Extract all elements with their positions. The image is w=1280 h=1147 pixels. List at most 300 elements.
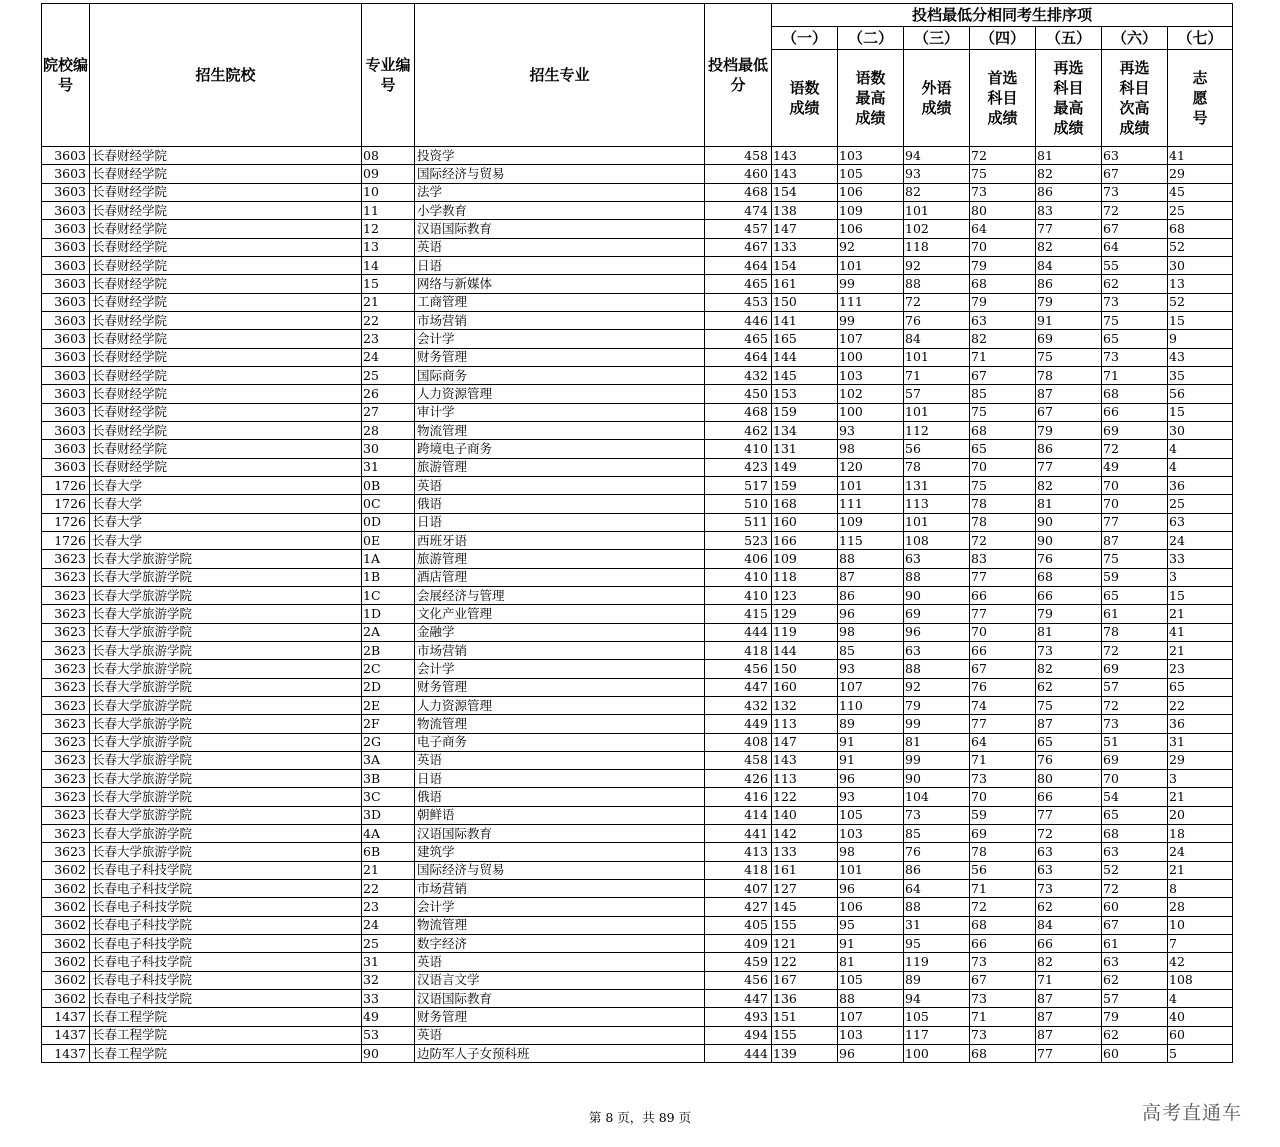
cell-foreign-lang: 94 [904, 990, 970, 1008]
cell-chinese-math-max: 87 [838, 568, 904, 586]
cell-foreign-lang: 96 [904, 623, 970, 641]
table-row [42, 733, 1233, 751]
cell-chinese-math-max: 88 [838, 550, 904, 568]
cell-choice-no: 18 [1168, 825, 1233, 843]
cell-min-score: 510 [705, 495, 772, 513]
cell-chinese-math-max: 92 [838, 238, 904, 256]
table-row [42, 183, 1233, 201]
table-row [42, 348, 1233, 366]
cell-school-code: 1437 [42, 1008, 90, 1026]
cell-major-name: 汉语言文学 [415, 971, 705, 989]
cell-school-name: 长春电子科技学院 [90, 953, 362, 971]
cell-choice-no: 5 [1168, 1045, 1233, 1063]
cell-second-subject-next: 64 [1102, 238, 1168, 256]
cell-major-code: 3A [362, 751, 415, 769]
cell-first-subject: 64 [970, 733, 1036, 751]
cell-first-subject: 78 [970, 843, 1036, 861]
cell-chinese-math: 138 [772, 201, 838, 219]
cell-second-subject-max: 62 [1036, 898, 1102, 916]
cell-min-score: 453 [705, 293, 772, 311]
cell-chinese-math-max: 101 [838, 256, 904, 274]
cell-second-subject-max: 77 [1036, 806, 1102, 824]
cell-first-subject: 68 [970, 1045, 1036, 1063]
cell-major-name: 旅游管理 [415, 458, 705, 476]
cell-chinese-math-max: 107 [838, 678, 904, 696]
header-school-code: 院校编号 [42, 4, 90, 147]
table-row [42, 201, 1233, 219]
cell-chinese-math-max: 100 [838, 403, 904, 421]
cell-foreign-lang: 78 [904, 458, 970, 476]
cell-first-subject: 71 [970, 751, 1036, 769]
cell-choice-no: 9 [1168, 330, 1233, 348]
cell-chinese-math-max: 81 [838, 953, 904, 971]
cell-second-subject-next: 60 [1102, 1045, 1168, 1063]
cell-foreign-lang: 104 [904, 788, 970, 806]
cell-choice-no: 60 [1168, 1026, 1233, 1044]
cell-second-subject-next: 73 [1102, 348, 1168, 366]
cell-school-name: 长春财经学院 [90, 403, 362, 421]
cell-major-code: 09 [362, 165, 415, 183]
cell-school-name: 长春电子科技学院 [90, 935, 362, 953]
cell-second-subject-max: 82 [1036, 953, 1102, 971]
cell-foreign-lang: 57 [904, 385, 970, 403]
cell-chinese-math-max: 105 [838, 806, 904, 824]
table-row [42, 385, 1233, 403]
cell-min-score: 458 [705, 147, 772, 165]
cell-school-name: 长春财经学院 [90, 458, 362, 476]
cell-school-code: 3603 [42, 201, 90, 219]
cell-major-name: 人力资源管理 [415, 696, 705, 714]
cell-second-subject-next: 67 [1102, 916, 1168, 934]
table-row [42, 916, 1233, 934]
cell-min-score: 523 [705, 531, 772, 549]
cell-min-score: 405 [705, 916, 772, 934]
cell-min-score: 460 [705, 165, 772, 183]
cell-second-subject-max: 77 [1036, 1045, 1102, 1063]
cell-chinese-math: 144 [772, 348, 838, 366]
cell-choice-no: 41 [1168, 147, 1233, 165]
cell-major-name: 市场营销 [415, 880, 705, 898]
cell-first-subject: 79 [970, 293, 1036, 311]
cell-first-subject: 75 [970, 403, 1036, 421]
cell-chinese-math: 143 [772, 165, 838, 183]
cell-major-name: 英语 [415, 1026, 705, 1044]
cell-school-code: 3603 [42, 421, 90, 439]
cell-major-name: 会展经济与管理 [415, 586, 705, 604]
cell-min-score: 493 [705, 1008, 772, 1026]
cell-foreign-lang: 117 [904, 1026, 970, 1044]
cell-major-name: 电子商务 [415, 733, 705, 751]
cell-foreign-lang: 92 [904, 256, 970, 274]
cell-major-name: 俄语 [415, 788, 705, 806]
cell-min-score: 457 [705, 220, 772, 238]
cell-major-name: 英语 [415, 238, 705, 256]
cell-second-subject-next: 69 [1102, 421, 1168, 439]
cell-first-subject: 79 [970, 256, 1036, 274]
cell-chinese-math: 121 [772, 935, 838, 953]
cell-major-code: 6B [362, 843, 415, 861]
cell-second-subject-max: 83 [1036, 201, 1102, 219]
cell-foreign-lang: 101 [904, 513, 970, 531]
cell-major-name: 投资学 [415, 147, 705, 165]
cell-school-code: 3602 [42, 861, 90, 879]
table-row [42, 751, 1233, 769]
cell-choice-no: 41 [1168, 623, 1233, 641]
table-row [42, 421, 1233, 439]
cell-min-score: 447 [705, 678, 772, 696]
cell-chinese-math: 133 [772, 238, 838, 256]
cell-major-name: 人力资源管理 [415, 385, 705, 403]
cell-chinese-math-max: 107 [838, 330, 904, 348]
cell-major-name: 国际经济与贸易 [415, 861, 705, 879]
cell-chinese-math: 165 [772, 330, 838, 348]
table-row [42, 147, 1233, 165]
cell-second-subject-next: 55 [1102, 256, 1168, 274]
table-row [42, 495, 1233, 513]
cell-school-name: 长春财经学院 [90, 421, 362, 439]
cell-choice-no: 13 [1168, 275, 1233, 293]
cell-second-subject-next: 66 [1102, 403, 1168, 421]
cell-chinese-math-max: 103 [838, 147, 904, 165]
cell-major-code: 4A [362, 825, 415, 843]
cell-second-subject-max: 91 [1036, 311, 1102, 329]
cell-school-code: 3603 [42, 238, 90, 256]
cell-second-subject-next: 72 [1102, 201, 1168, 219]
cell-first-subject: 71 [970, 348, 1036, 366]
cell-chinese-math: 133 [772, 843, 838, 861]
cell-school-name: 长春大学旅游学院 [90, 843, 362, 861]
cell-foreign-lang: 88 [904, 568, 970, 586]
cell-second-subject-next: 65 [1102, 586, 1168, 604]
cell-chinese-math: 139 [772, 1045, 838, 1063]
cell-school-name: 长春电子科技学院 [90, 916, 362, 934]
cell-first-subject: 72 [970, 531, 1036, 549]
table-row [42, 953, 1233, 971]
header-sort-num-1: （一） [772, 27, 838, 50]
cell-second-subject-max: 79 [1036, 421, 1102, 439]
cell-school-name: 长春大学 [90, 495, 362, 513]
cell-foreign-lang: 63 [904, 550, 970, 568]
cell-school-code: 3603 [42, 220, 90, 238]
cell-choice-no: 31 [1168, 733, 1233, 751]
header-sort-label-4: 首选科目成绩 [970, 50, 1036, 147]
cell-school-code: 3603 [42, 348, 90, 366]
cell-choice-no: 15 [1168, 403, 1233, 421]
cell-second-subject-max: 81 [1036, 495, 1102, 513]
cell-school-name: 长春大学旅游学院 [90, 660, 362, 678]
cell-choice-no: 7 [1168, 935, 1233, 953]
cell-chinese-math-max: 96 [838, 880, 904, 898]
cell-major-code: 90 [362, 1045, 415, 1063]
cell-first-subject: 66 [970, 641, 1036, 659]
cell-school-name: 长春财经学院 [90, 293, 362, 311]
cell-chinese-math-max: 88 [838, 990, 904, 1008]
cell-second-subject-next: 72 [1102, 440, 1168, 458]
cell-major-name: 小学教育 [415, 201, 705, 219]
cell-second-subject-next: 63 [1102, 843, 1168, 861]
cell-min-score: 444 [705, 623, 772, 641]
cell-min-score: 468 [705, 183, 772, 201]
cell-chinese-math-max: 110 [838, 696, 904, 714]
cell-school-name: 长春大学旅游学院 [90, 825, 362, 843]
cell-second-subject-max: 75 [1036, 696, 1102, 714]
table-row [42, 256, 1233, 274]
cell-foreign-lang: 89 [904, 971, 970, 989]
cell-min-score: 416 [705, 788, 772, 806]
cell-foreign-lang: 131 [904, 476, 970, 494]
table-row [42, 513, 1233, 531]
cell-major-code: 30 [362, 440, 415, 458]
cell-choice-no: 8 [1168, 880, 1233, 898]
cell-school-code: 3623 [42, 550, 90, 568]
cell-foreign-lang: 101 [904, 348, 970, 366]
cell-chinese-math-max: 111 [838, 293, 904, 311]
cell-chinese-math: 122 [772, 953, 838, 971]
cell-school-name: 长春大学旅游学院 [90, 605, 362, 623]
cell-major-code: 0C [362, 495, 415, 513]
cell-school-code: 3623 [42, 568, 90, 586]
cell-school-name: 长春电子科技学院 [90, 971, 362, 989]
cell-first-subject: 77 [970, 568, 1036, 586]
cell-major-code: 21 [362, 861, 415, 879]
cell-foreign-lang: 112 [904, 421, 970, 439]
cell-choice-no: 23 [1168, 660, 1233, 678]
cell-second-subject-next: 75 [1102, 550, 1168, 568]
cell-major-name: 网络与新媒体 [415, 275, 705, 293]
cell-school-name: 长春大学 [90, 531, 362, 549]
cell-chinese-math: 167 [772, 971, 838, 989]
cell-school-name: 长春大学 [90, 513, 362, 531]
cell-second-subject-max: 66 [1036, 586, 1102, 604]
header-sort-num-2: （二） [838, 27, 904, 50]
cell-school-name: 长春大学旅游学院 [90, 733, 362, 751]
cell-second-subject-next: 77 [1102, 513, 1168, 531]
cell-chinese-math-max: 99 [838, 275, 904, 293]
cell-second-subject-next: 75 [1102, 311, 1168, 329]
cell-second-subject-max: 62 [1036, 678, 1102, 696]
header-major-name: 招生专业 [415, 4, 705, 147]
cell-foreign-lang: 101 [904, 403, 970, 421]
cell-choice-no: 45 [1168, 183, 1233, 201]
cell-min-score: 423 [705, 458, 772, 476]
cell-chinese-math: 161 [772, 275, 838, 293]
cell-school-name: 长春工程学院 [90, 1008, 362, 1026]
cell-second-subject-max: 86 [1036, 183, 1102, 201]
cell-chinese-math: 155 [772, 916, 838, 934]
cell-second-subject-next: 70 [1102, 476, 1168, 494]
table-row [42, 880, 1233, 898]
cell-choice-no: 21 [1168, 641, 1233, 659]
cell-chinese-math: 123 [772, 586, 838, 604]
cell-min-score: 432 [705, 696, 772, 714]
cell-chinese-math-max: 91 [838, 935, 904, 953]
watermark: 高考直通车 [1142, 1102, 1243, 1124]
cell-major-name: 审计学 [415, 403, 705, 421]
cell-school-code: 3623 [42, 605, 90, 623]
cell-first-subject: 66 [970, 935, 1036, 953]
cell-school-code: 3623 [42, 660, 90, 678]
cell-major-code: 14 [362, 256, 415, 274]
table-row [42, 898, 1233, 916]
cell-chinese-math-max: 91 [838, 733, 904, 751]
cell-school-name: 长春大学旅游学院 [90, 641, 362, 659]
cell-choice-no: 3 [1168, 770, 1233, 788]
cell-min-score: 418 [705, 861, 772, 879]
header-sort-num-7: （七） [1168, 27, 1233, 50]
cell-foreign-lang: 64 [904, 880, 970, 898]
table-row [42, 641, 1233, 659]
cell-second-subject-max: 65 [1036, 733, 1102, 751]
cell-chinese-math-max: 102 [838, 385, 904, 403]
cell-second-subject-next: 78 [1102, 623, 1168, 641]
cell-school-code: 3623 [42, 696, 90, 714]
cell-school-name: 长春大学旅游学院 [90, 623, 362, 641]
cell-second-subject-max: 66 [1036, 788, 1102, 806]
cell-school-code: 1726 [42, 531, 90, 549]
cell-second-subject-max: 76 [1036, 550, 1102, 568]
cell-school-code: 3603 [42, 385, 90, 403]
cell-chinese-math-max: 96 [838, 605, 904, 623]
cell-foreign-lang: 71 [904, 366, 970, 384]
cell-major-name: 俄语 [415, 495, 705, 513]
cell-choice-no: 43 [1168, 348, 1233, 366]
header-sort-label-5: 再选科目最高成绩 [1036, 50, 1102, 147]
cell-chinese-math-max: 99 [838, 311, 904, 329]
cell-first-subject: 56 [970, 861, 1036, 879]
cell-min-score: 441 [705, 825, 772, 843]
cell-school-code: 1726 [42, 513, 90, 531]
cell-min-score: 408 [705, 733, 772, 751]
cell-chinese-math-max: 101 [838, 861, 904, 879]
cell-min-score: 409 [705, 935, 772, 953]
cell-chinese-math: 151 [772, 1008, 838, 1026]
cell-major-name: 酒店管理 [415, 568, 705, 586]
cell-school-code: 3623 [42, 825, 90, 843]
cell-school-name: 长春电子科技学院 [90, 898, 362, 916]
cell-first-subject: 73 [970, 990, 1036, 1008]
cell-first-subject: 67 [970, 971, 1036, 989]
cell-school-code: 3623 [42, 843, 90, 861]
cell-school-code: 3603 [42, 165, 90, 183]
table-row [42, 843, 1233, 861]
cell-min-score: 406 [705, 550, 772, 568]
cell-choice-no: 52 [1168, 238, 1233, 256]
cell-major-name: 文化产业管理 [415, 605, 705, 623]
cell-major-name: 日语 [415, 513, 705, 531]
cell-chinese-math: 127 [772, 880, 838, 898]
cell-second-subject-max: 86 [1036, 275, 1102, 293]
cell-chinese-math: 141 [772, 311, 838, 329]
cell-second-subject-next: 52 [1102, 861, 1168, 879]
cell-second-subject-max: 82 [1036, 660, 1102, 678]
cell-choice-no: 10 [1168, 916, 1233, 934]
cell-major-code: 0D [362, 513, 415, 531]
cell-second-subject-next: 69 [1102, 751, 1168, 769]
cell-major-name: 财务管理 [415, 348, 705, 366]
header-sort-label-3: 外语成绩 [904, 50, 970, 147]
cell-foreign-lang: 93 [904, 165, 970, 183]
cell-second-subject-max: 81 [1036, 147, 1102, 165]
cell-first-subject: 77 [970, 715, 1036, 733]
cell-major-code: 31 [362, 458, 415, 476]
cell-chinese-math: 147 [772, 733, 838, 751]
cell-chinese-math: 160 [772, 513, 838, 531]
cell-second-subject-next: 73 [1102, 183, 1168, 201]
cell-major-code: 3C [362, 788, 415, 806]
cell-second-subject-max: 87 [1036, 1026, 1102, 1044]
cell-foreign-lang: 108 [904, 531, 970, 549]
cell-major-code: 53 [362, 1026, 415, 1044]
cell-major-code: 1D [362, 605, 415, 623]
cell-min-score: 459 [705, 953, 772, 971]
cell-school-code: 3603 [42, 330, 90, 348]
cell-first-subject: 68 [970, 421, 1036, 439]
cell-major-code: 1A [362, 550, 415, 568]
cell-major-code: 2B [362, 641, 415, 659]
cell-school-code: 3603 [42, 293, 90, 311]
cell-major-name: 物流管理 [415, 715, 705, 733]
cell-second-subject-max: 81 [1036, 623, 1102, 641]
header-sort-group: 投档最低分相同考生排序项 [772, 4, 1233, 27]
cell-school-code: 3602 [42, 898, 90, 916]
cell-choice-no: 52 [1168, 293, 1233, 311]
cell-choice-no: 28 [1168, 898, 1233, 916]
table-row [42, 715, 1233, 733]
cell-first-subject: 75 [970, 165, 1036, 183]
cell-major-code: 2G [362, 733, 415, 751]
cell-major-code: 2C [362, 660, 415, 678]
cell-school-name: 长春工程学院 [90, 1045, 362, 1063]
cell-school-name: 长春财经学院 [90, 366, 362, 384]
cell-chinese-math: 161 [772, 861, 838, 879]
cell-second-subject-max: 73 [1036, 641, 1102, 659]
cell-school-code: 3603 [42, 256, 90, 274]
cell-choice-no: 4 [1168, 990, 1233, 1008]
cell-first-subject: 76 [970, 678, 1036, 696]
cell-choice-no: 63 [1168, 513, 1233, 531]
cell-chinese-math: 150 [772, 293, 838, 311]
cell-major-name: 国际经济与贸易 [415, 165, 705, 183]
cell-foreign-lang: 85 [904, 825, 970, 843]
cell-foreign-lang: 63 [904, 641, 970, 659]
cell-chinese-math: 149 [772, 458, 838, 476]
cell-chinese-math-max: 103 [838, 825, 904, 843]
cell-choice-no: 33 [1168, 550, 1233, 568]
cell-choice-no: 40 [1168, 1008, 1233, 1026]
cell-foreign-lang: 82 [904, 183, 970, 201]
cell-major-code: 31 [362, 953, 415, 971]
cell-school-code: 3602 [42, 935, 90, 953]
cell-major-code: 0B [362, 476, 415, 494]
cell-second-subject-next: 59 [1102, 568, 1168, 586]
cell-second-subject-next: 71 [1102, 366, 1168, 384]
cell-major-name: 金融学 [415, 623, 705, 641]
cell-second-subject-max: 79 [1036, 293, 1102, 311]
cell-major-code: 1B [362, 568, 415, 586]
cell-second-subject-next: 72 [1102, 641, 1168, 659]
cell-school-name: 长春电子科技学院 [90, 990, 362, 1008]
cell-second-subject-next: 72 [1102, 880, 1168, 898]
cell-choice-no: 68 [1168, 220, 1233, 238]
cell-major-code: 32 [362, 971, 415, 989]
cell-second-subject-next: 67 [1102, 165, 1168, 183]
cell-chinese-math: 144 [772, 641, 838, 659]
cell-second-subject-next: 68 [1102, 825, 1168, 843]
table-row [42, 568, 1233, 586]
table-row [42, 678, 1233, 696]
cell-foreign-lang: 88 [904, 275, 970, 293]
cell-major-code: 11 [362, 201, 415, 219]
